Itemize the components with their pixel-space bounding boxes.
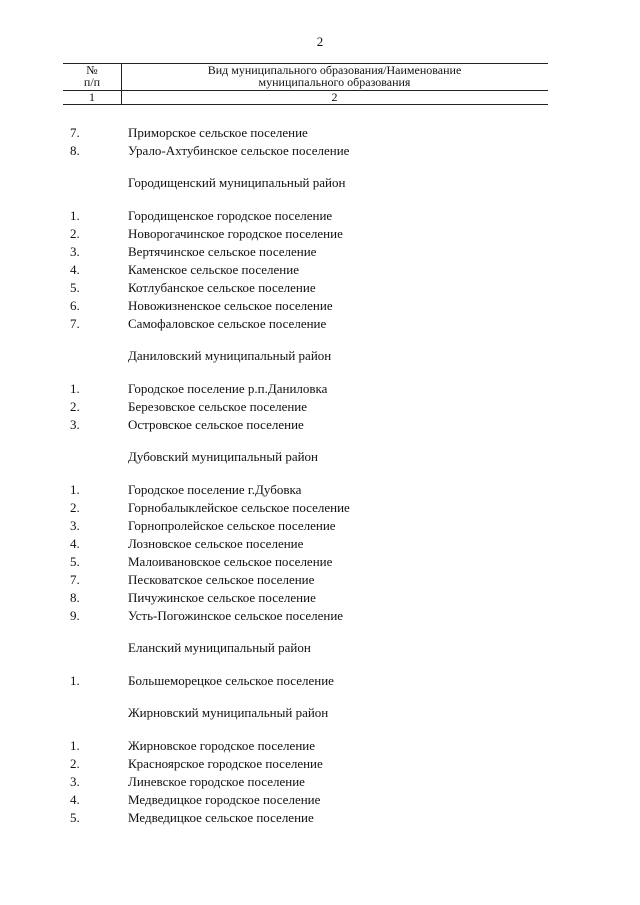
district-name: Еланский муниципальный район [128,640,311,655]
list-item [0,207,640,225]
list-item-number: 5. [70,810,80,825]
district-name: Городищенский муниципальный район [128,175,346,190]
list-item [0,809,640,827]
list-item [0,243,640,261]
list-item [0,261,640,279]
list-item-name: Городищенское городское поселение [128,208,333,223]
list-item-number: 1. [70,482,80,497]
list-item-number: 4. [70,536,80,551]
list-item [0,481,640,499]
header-column-2-number: 2 [331,90,338,104]
list-item [0,398,640,416]
list-item [0,315,640,333]
list-item-name: Линевское городское поселение [128,774,305,789]
header-name-column-label: Вид муниципального образования/Наименование муниципального образования [207,63,462,89]
list-item-name: Самофаловское сельское поселение [128,316,327,331]
list-item-number: 3. [70,417,80,432]
list-item [0,124,640,142]
list-item-name: Красноярское городское поселение [128,756,323,771]
list-item-name: Новорогачинское городское поселение [128,226,343,241]
district-heading [0,704,640,722]
list-item-name: Горнобалыклейское сельское поселение [128,500,350,515]
list-item-number: 3. [70,244,80,259]
list-item-number: 8. [70,590,80,605]
list-item-number: 4. [70,792,80,807]
list-item [0,672,640,690]
list-item-name: Пичужинское сельское поселение [128,590,316,605]
list-item [0,607,640,625]
list-item-number: 5. [70,280,80,295]
header-bottom-rule [63,104,548,105]
list-item-number: 1. [70,738,80,753]
list-item-number: 4. [70,262,80,277]
list-item [0,297,640,315]
list-item-name: Усть-Погожинское сельское поселение [128,608,344,623]
list-item [0,517,640,535]
page-number: 2 [316,34,324,49]
list-item-name: Горнопролейское сельское поселение [128,518,336,533]
list-item-number: 2. [70,500,80,515]
list-item [0,755,640,773]
district-heading [0,639,640,657]
list-item-name: Урало-Ахтубинское сельское поселение [128,143,350,158]
district-heading [0,448,640,466]
list-item [0,279,640,297]
list-item-name: Островское сельское поселение [128,417,304,432]
list-item-number: 1. [70,381,80,396]
list-item-name: Березовское сельское поселение [128,399,308,414]
list-item [0,380,640,398]
list-item-number: 5. [70,554,80,569]
list-item-number: 8. [70,143,80,158]
list-item-name: Медведицкое сельское поселение [128,810,314,825]
list-item-name: Городское поселение р.п.Даниловка [128,381,328,396]
list-item [0,571,640,589]
list-item [0,499,640,517]
list-item-number: 9. [70,608,80,623]
list-item-name: Жирновское городское поселение [128,738,316,753]
list-item-number: 1. [70,208,80,223]
list-item-name: Малоивановское сельское поселение [128,554,333,569]
list-item-number: 7. [70,572,80,587]
list-item-name: Городское поселение г.Дубовка [128,482,302,497]
district-name: Дубовский муниципальный район [128,449,319,464]
list-item [0,553,640,571]
list-item [0,225,640,243]
list-item-name: Приморское сельское поселение [128,125,308,140]
list-item [0,416,640,434]
list-item-name: Каменское сельское поселение [128,262,299,277]
district-heading [0,347,640,365]
list-item-name: Песковатское сельское поселение [128,572,315,587]
list-item-number: 1. [70,673,80,688]
list-item [0,535,640,553]
list-item-name: Лозновское сельское поселение [128,536,304,551]
table-header [63,60,548,106]
list-item [0,773,640,791]
list-item [0,589,640,607]
list-item [0,791,640,809]
municipality-list [0,124,640,827]
list-item-number: 2. [70,226,80,241]
list-item-name: Вертячинское сельское поселение [128,244,317,259]
list-item [0,142,640,160]
district-name: Даниловский муниципальный район [128,348,332,363]
list-item-name: Медведицкое городское поселение [128,792,321,807]
district-name: Жирновский муниципальный район [128,705,329,720]
list-item-number: 7. [70,125,80,140]
list-item-number: 3. [70,518,80,533]
list-item-number: 2. [70,399,80,414]
list-item-number: 7. [70,316,80,331]
list-item-number: 3. [70,774,80,789]
list-item [0,737,640,755]
district-heading [0,174,640,192]
list-item-name: Большеморецкое сельское поселение [128,673,334,688]
header-number-column-label: № п/п [83,63,101,89]
list-item-name: Котлубанское сельское поселение [128,280,316,295]
list-item-number: 6. [70,298,80,313]
list-item-name: Новожизненское сельское поселение [128,298,333,313]
header-column-1-number: 1 [89,90,95,104]
list-item-number: 2. [70,756,80,771]
